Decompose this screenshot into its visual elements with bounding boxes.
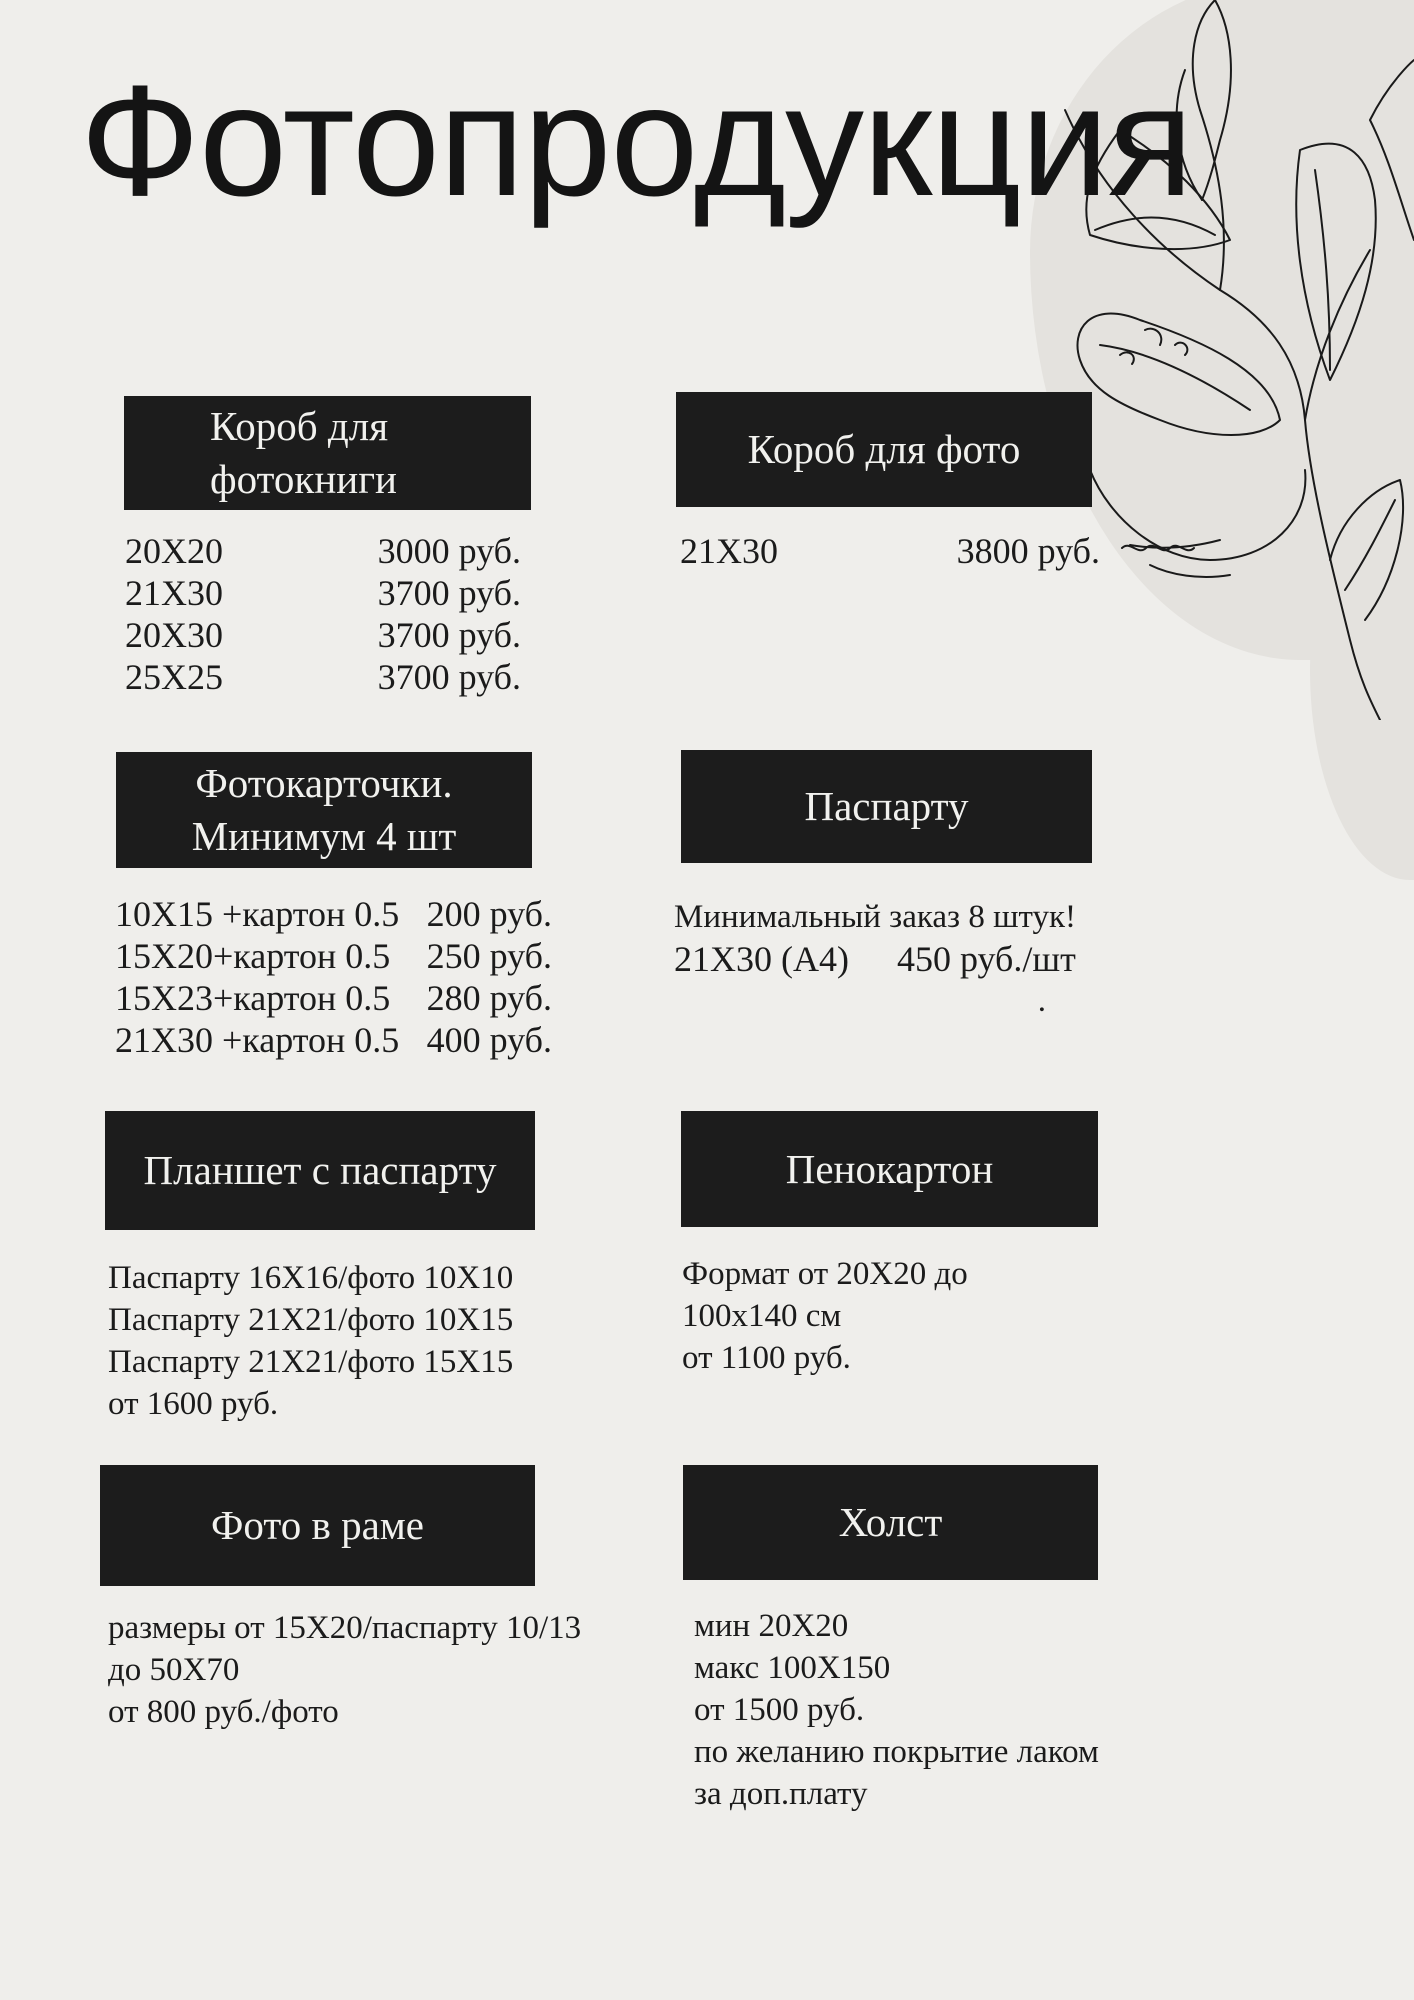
price-value: 450 руб./шт	[897, 939, 1076, 979]
header-label: Короб для фото	[747, 426, 1021, 472]
header-line: Фотокарточки.	[195, 760, 453, 806]
size-label: 21X30	[680, 531, 778, 571]
text-line: размеры от 15X20/паспарту 10/13	[108, 1610, 582, 1646]
size-label: 21X30	[125, 573, 223, 613]
tablet-info	[108, 1257, 568, 1425]
size-label: 21X30 (A4)	[674, 939, 849, 979]
header-box-photobook	[124, 396, 531, 510]
min-order-note: Минимальный заказ 8 штук!	[674, 899, 1076, 935]
header-label: Фото в раме	[211, 1502, 424, 1548]
size-label: 20X20	[125, 531, 223, 571]
page-title: Фотопродукция	[80, 53, 1193, 229]
header-photocards	[116, 752, 532, 868]
size-label: 25X25	[125, 657, 223, 697]
price-value: 3800 руб.	[956, 531, 1100, 571]
text-line: до 50X70	[108, 1652, 240, 1688]
text-line: за доп.плату	[694, 1776, 868, 1812]
price-value: 3700 руб.	[377, 657, 521, 697]
text-line: Паспарту 21X21/фото 15X15	[108, 1344, 514, 1380]
text-line: от 800 руб./фото	[108, 1694, 339, 1730]
header-foamboard	[681, 1111, 1098, 1227]
header-passepartout	[681, 750, 1092, 863]
header-line: Минимум 4 шт	[191, 813, 457, 859]
header-tablet	[105, 1111, 535, 1230]
passepartout-info	[674, 896, 1094, 1022]
header-label: Холст	[838, 1499, 943, 1545]
header-label: Планшет с паспарту	[143, 1147, 497, 1193]
header-label: Паспарту	[804, 783, 969, 829]
size-label: 15X20+картон 0.5	[115, 936, 391, 976]
canvas-info	[694, 1605, 1134, 1815]
size-label: 21X30 +картон 0.5	[115, 1020, 400, 1060]
size-label: 20X30	[125, 615, 223, 655]
text-line: 100x140 см	[682, 1298, 842, 1334]
price-value: 3000 руб.	[377, 531, 521, 571]
price-value: 3700 руб.	[377, 573, 521, 613]
text-line: от 1500 руб.	[694, 1692, 865, 1728]
price-value: 250 руб.	[426, 936, 552, 976]
text-line: от 1600 руб.	[108, 1386, 279, 1422]
size-label: 15X23+картон 0.5	[115, 978, 391, 1018]
text-line: Паспарту 16X16/фото 10X10	[108, 1260, 514, 1296]
price-value: 400 руб.	[426, 1020, 552, 1060]
price-value: 3700 руб.	[377, 615, 521, 655]
text-line: по желанию покрытие лаком	[694, 1734, 1099, 1770]
framed-info	[108, 1607, 628, 1733]
header-canvas	[683, 1465, 1098, 1580]
text-line: макс 100X150	[694, 1650, 891, 1686]
text-line: мин 20X20	[694, 1608, 849, 1644]
price-value: 200 руб.	[426, 894, 552, 934]
header-line: фотокниги	[210, 456, 397, 502]
header-box-photo	[676, 392, 1092, 507]
header-framed	[100, 1465, 535, 1586]
text-line: Формат от 20X20 до	[682, 1256, 968, 1292]
text-line: Паспарту 21X21/фото 10X15	[108, 1302, 514, 1338]
header-label: Пенокартон	[785, 1145, 994, 1192]
foamboard-info	[682, 1253, 1102, 1379]
price-value: 280 руб.	[426, 978, 552, 1018]
text-line: от 1100 руб.	[682, 1340, 851, 1376]
size-label: 10X15 +картон 0.5	[115, 894, 400, 934]
price-row	[674, 938, 1094, 980]
header-line: Короб для	[210, 403, 389, 449]
trailing-dot: .	[1037, 983, 1046, 1019]
